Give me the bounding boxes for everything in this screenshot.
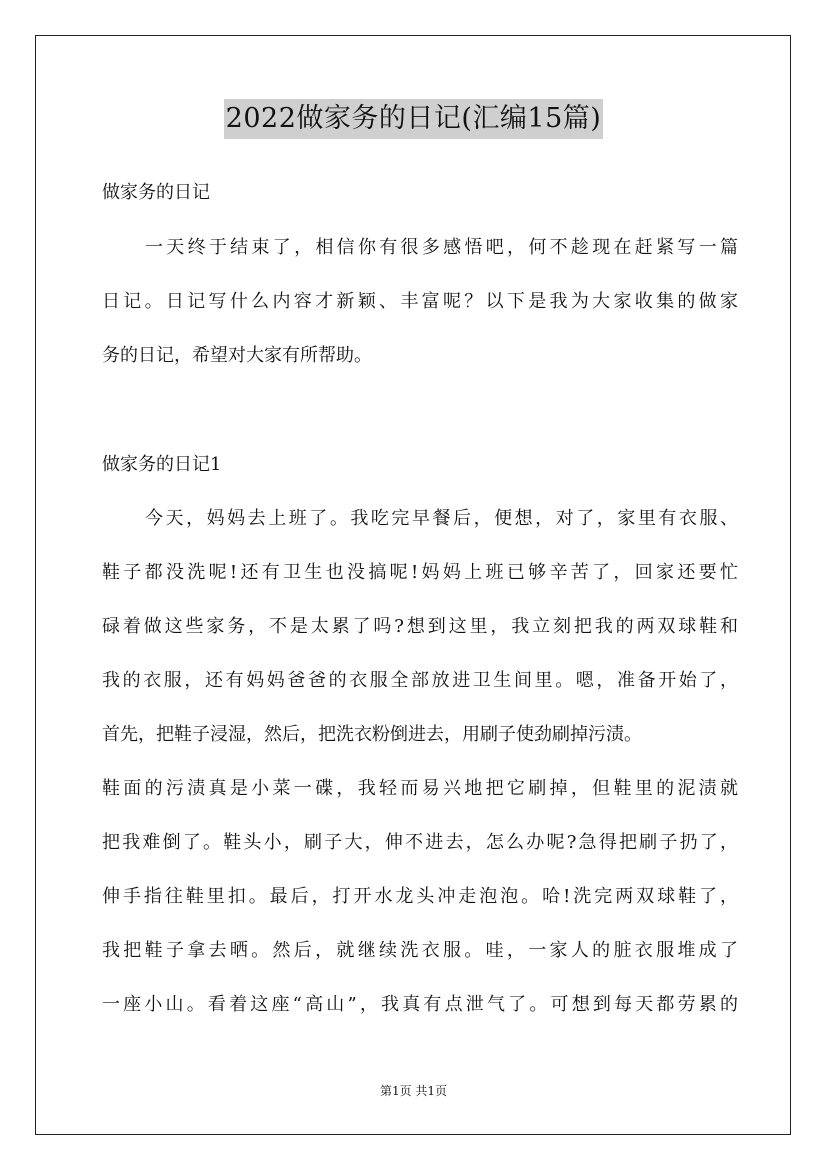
entry-line: 我的衣服，还有妈妈爸爸的衣服全部放进卫生间里。嗯，准备开始了，: [102, 670, 738, 691]
entry-line: 首先，把鞋子浸湿，然后，把洗衣粉倒进去，用刷子使劲刷掉污渍。: [102, 724, 642, 745]
entry-heading: 做家务的日记1: [102, 454, 222, 475]
entry-line: 鞋面的污渍真是小菜一碟，我轻而易兴地把它刷掉，但鞋里的泥渍就: [102, 778, 738, 799]
page-footer: 第1页 共1页: [379, 1084, 448, 1098]
title-container: [0, 99, 827, 139]
entry-line: 把我难倒了。鞋头小，刷子大，伸不进去，怎么办呢?急得把刷子扔了，: [102, 832, 738, 853]
intro-line: 日记。日记写什么内容才新颖、丰富呢？以下是我为大家收集的做家: [102, 291, 738, 312]
intro-line: 务的日记，希望对大家有所帮助。: [102, 345, 372, 366]
entry-line: 伸手指往鞋里扣。最后，打开水龙头冲走泡泡。哈!洗完两双球鞋了，: [102, 886, 738, 907]
entry-line: 今天，妈妈去上班了。我吃完早餐后，便想，对了，家里有衣服、: [145, 508, 738, 529]
document-title: 2022做家务的日记(汇编15篇): [224, 99, 604, 139]
entry-line: 一座小山。看着这座“高山”，我真有点泄气了。可想到每天都劳累的: [102, 994, 738, 1015]
intro-line: 一天终于结束了，相信你有很多感悟吧，何不趁现在赶紧写一篇: [145, 237, 738, 258]
entry-line: 碌着做这些家务，不是太累了吗?想到这里，我立刻把我的两双球鞋和: [102, 616, 738, 637]
section-heading: 做家务的日记: [102, 182, 210, 203]
entry-line: 鞋子都没洗呢!还有卫生也没搞呢!妈妈上班已够辛苦了，回家还要忙: [102, 562, 738, 583]
entry-line: 我把鞋子拿去晒。然后，就继续洗衣服。哇，一家人的脏衣服堆成了: [102, 940, 738, 961]
